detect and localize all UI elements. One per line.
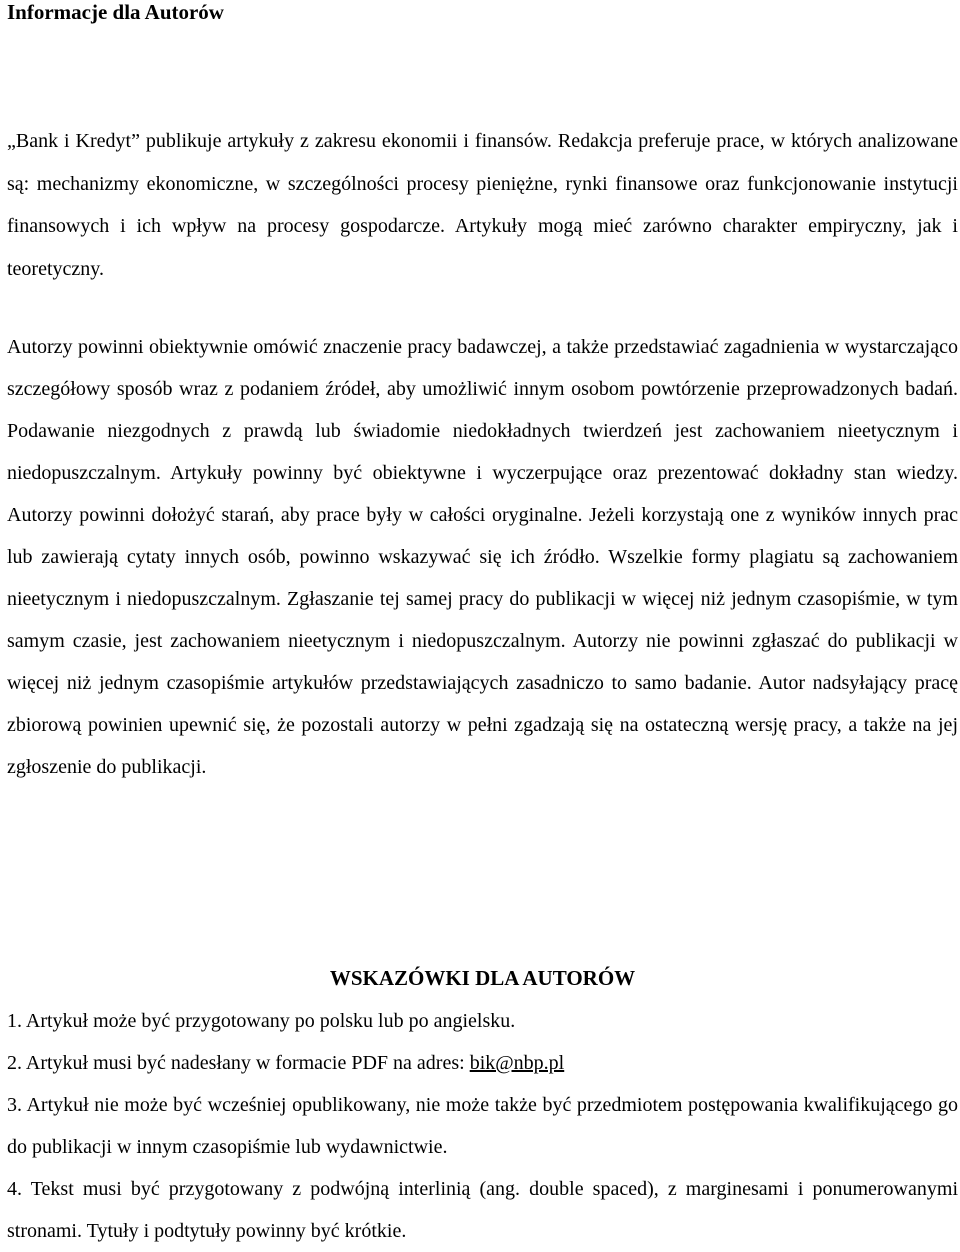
page-title: Informacje dla Autorów xyxy=(7,0,224,24)
ethics-paragraph: Autorzy powinni obiektywnie omówić znaczenie pracy badawczej, a także przedstawiać zagadnienia w wystarczająco szczegółowy sposób wraz z podaniem źródeł, aby umożliwić innym osobom powtórzenie przeprowadzonych badań. Podawanie niezgodnych z prawdą lub świadomie niedokładnych twierdzeń jest zachowaniem nieetycznym i niedopuszczalnym. Artykuły powinny być obiektywne i wyczerpujące oraz prezentować dokładny stan wiedzy. Autorzy powinni dołożyć starań, aby prace były w całości oryginalne. Jeżeli korzystają one z wyników innych prac lub zawierają cytaty innych osób, powinno wskazywać się ich źródło. Wszelkie formy plagiatu są zachowaniem nieetycznym i niedopuszczalnym. Zgłaszanie tej samej pracy do publikacji w więcej niż jednym czasopiśmie, w tym samym czasie, jest zachowaniem nieetycznym i niedopuszczalnym. Autorzy nie powinni zgłaszać do publikacji w więcej niż jednym czasopiśmie artykułów przedstawiających zasadniczo to samo badanie. Autor nadsyłający pracę zbiorową powinien upewnić się, że pozostali autorzy w pełni zgadzają się na ostateczną wersję pracy, a także na jej zgłoszenie do publikacji. xyxy=(7,336,958,778)
guideline-text: 4. Tekst musi być przygotowany z podwójną interlinią (ang. double spaced), z marginesami i ponumerowanymi stronami. Tytuły i podtytuły powinny być krótkie. xyxy=(7,1178,958,1242)
guideline-text: 2. Artykuł musi być nadesłany w formacie PDF na adres: xyxy=(7,1052,470,1074)
guidelines-list xyxy=(7,1000,958,1252)
intro-paragraph: „Bank i Kredyt” publikuje artykuły z zakresu ekonomii i finansów. Redakcja preferuje prace, w których analizowane są: mechanizmy ekonomiczne, w szczególności procesy pieniężne, rynki finansowe oraz funkcjonowanie instytucji finansowych i ich wpływ na procesy gospodarcze. Artykuły mogą mieć zarówno charakter empiryczny, jak i teoretyczny. xyxy=(7,130,958,280)
guidelines-heading: WSKAZÓWKI DLA AUTORÓW xyxy=(329,966,636,990)
email-link[interactable]: bik@nbp.pl xyxy=(469,1052,565,1074)
guideline-text: 3. Artykuł nie może być wcześniej opublikowany, nie może także być przedmiotem postępowania kwalifikującego go do publikacji w innym czasopiśmie lub wydawnictwie. xyxy=(7,1094,958,1158)
guideline-item-2 xyxy=(7,1042,958,1084)
guideline-item-1 xyxy=(7,1000,958,1042)
guideline-item-3 xyxy=(7,1084,958,1168)
guideline-text: 1. Artykuł może być przygotowany po polsku lub po angielsku. xyxy=(7,1010,516,1032)
guideline-item-4 xyxy=(7,1168,958,1252)
